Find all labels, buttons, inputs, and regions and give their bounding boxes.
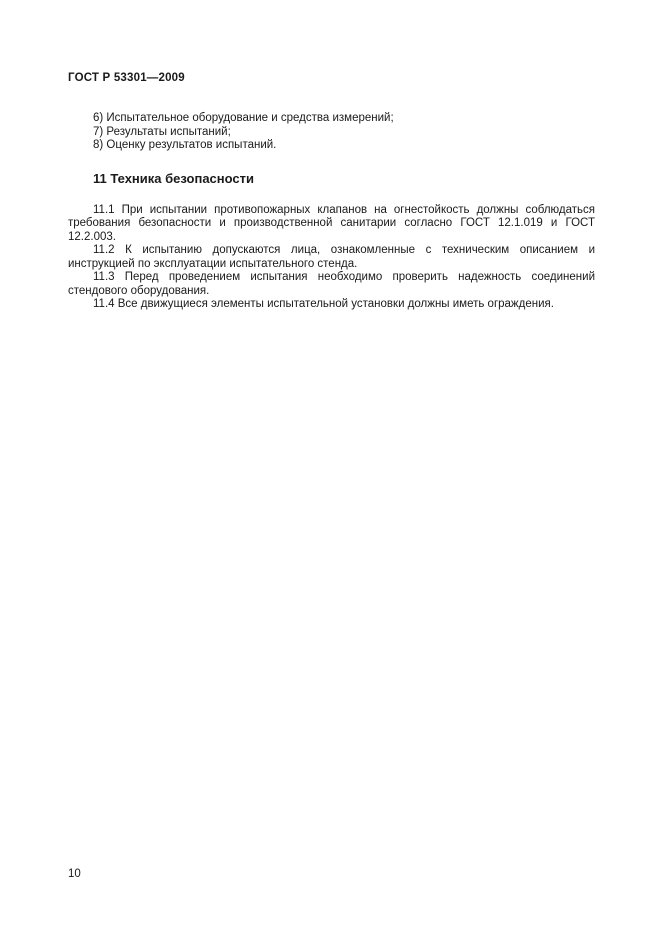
paragraph: 11.3 Перед проведением испытания необходимо проверить надежность соединений стендового оборудования. [68, 271, 595, 297]
list-item: 8) Оценку результатов испытаний. [93, 139, 277, 151]
list-item: 7) Результаты испытаний; [93, 125, 231, 138]
page-number: 10 [68, 868, 81, 880]
paragraph: 11.2 К испытанию допускаются лица, ознакомленные с техническим описанием и инструкцией по эксплуатации испытательного стенда. [68, 244, 595, 270]
document-header: ГОСТ Р 53301—2009 [68, 72, 185, 84]
list-item: 6) Испытательное оборудование и средства измерений; [93, 112, 394, 124]
paragraph: 11.1 При испытании противопожарных клапанов на огнестойкость должны соблюдаться требования безопасности и производственной санитарии согласно ГОСТ 12.1.019 и ГОСТ 12.2.003. [68, 203, 595, 243]
section-title: 11 Техника безопасности [93, 170, 254, 186]
page-content [68, 72, 595, 312]
numbered-list [68, 112, 595, 153]
paragraph: 11.4 Все движущиеся элементы испытательной установки должны иметь ограждения. [93, 298, 554, 310]
